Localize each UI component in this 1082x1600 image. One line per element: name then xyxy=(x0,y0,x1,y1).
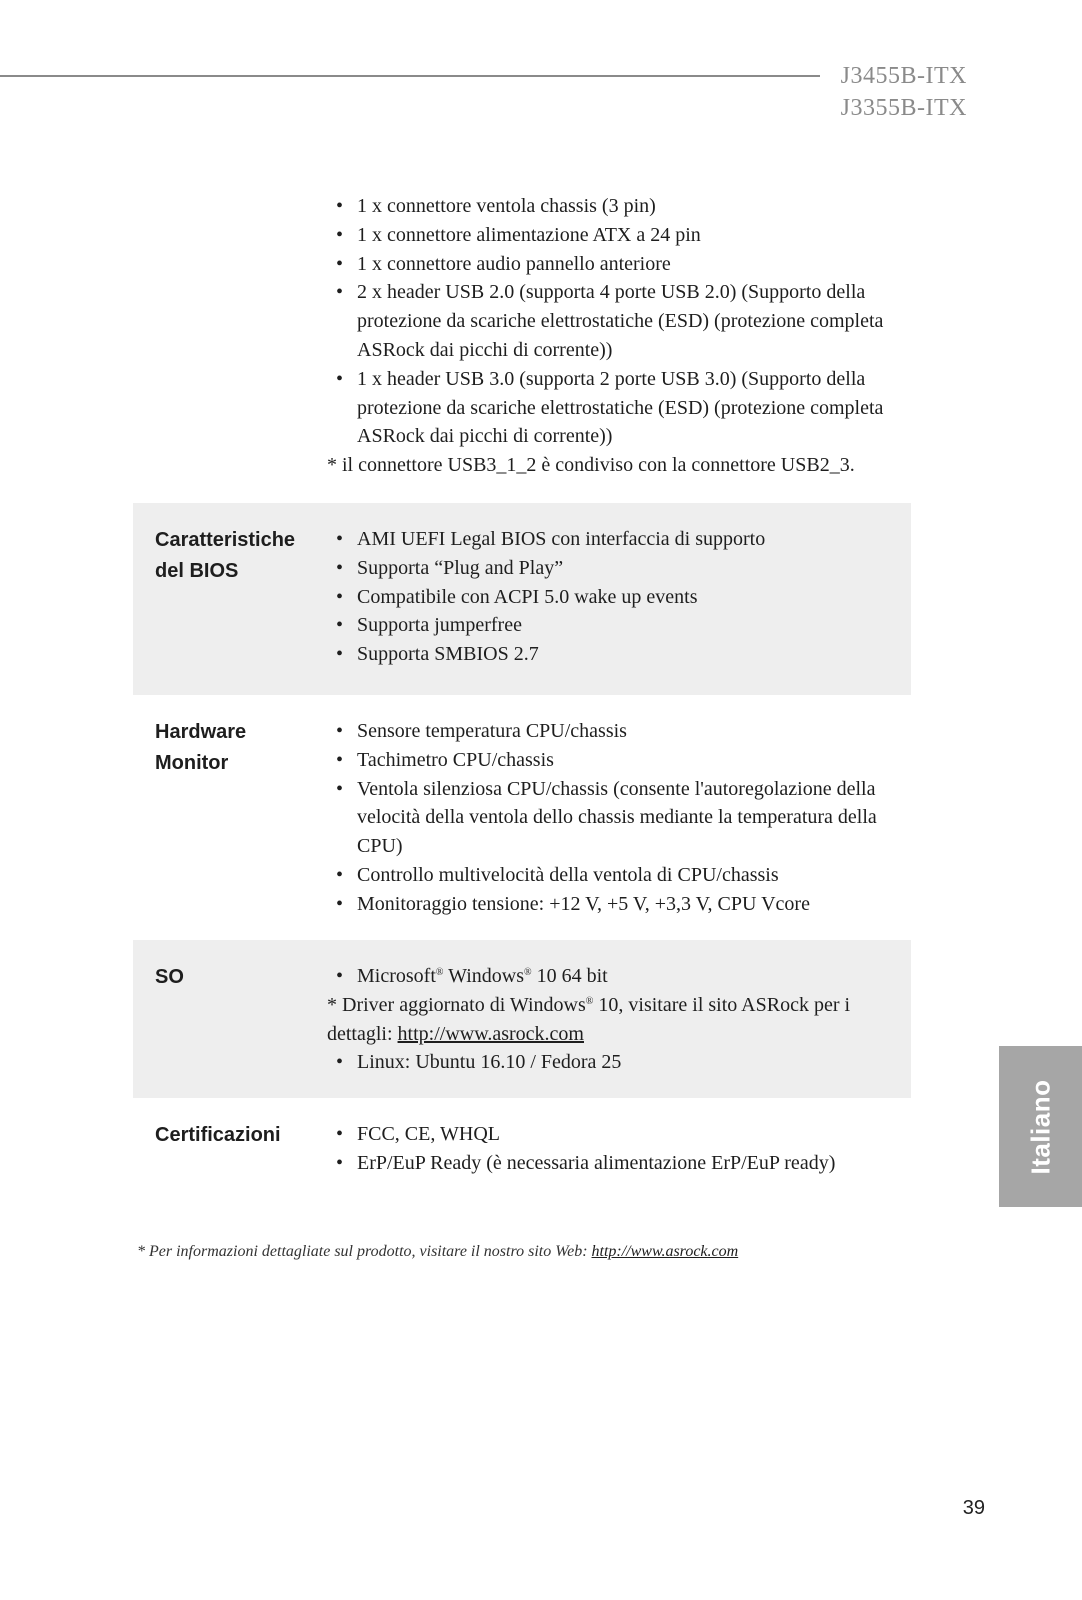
language-tab-label: Italiano xyxy=(1025,1078,1055,1175)
os-label: SO xyxy=(155,966,184,988)
list-item: • Linux: Ubuntu 16.10 / Fedora 25 xyxy=(327,1048,887,1077)
footnote xyxy=(137,1243,738,1261)
os-note-part2: 10, visitare il sito ASRock per i dettagli: xyxy=(327,993,851,1045)
os-item1-part3: 10 64 bit xyxy=(531,965,608,987)
list-item: • ErP/EuP Ready (è necessaria alimentazione ErP/EuP ready) xyxy=(327,1149,887,1178)
list-item: • 1 x header USB 3.0 (supporta 2 porte USB 3.0) (Supporto della protezione da scariche elettrostatiche (ESD) (protezione completa ASRock dai picchi di corrente)) xyxy=(327,365,887,451)
list-item: • Tachimetro CPU/chassis xyxy=(327,746,887,775)
os-section xyxy=(133,940,911,1098)
registered-mark: ® xyxy=(524,967,532,978)
list-item: • 1 x connettore alimentazione ATX a 24 pin xyxy=(327,221,887,250)
list-item: • Supporta SMBIOS 2.7 xyxy=(327,640,887,669)
model-names xyxy=(841,60,967,124)
list-item: • 1 x connettore ventola chassis (3 pin) xyxy=(327,192,887,221)
list-item: • Supporta jumperfree xyxy=(327,611,887,640)
model-name-1: J3455B-ITX xyxy=(840,63,967,89)
certifications-content xyxy=(327,1120,887,1178)
os-list xyxy=(327,962,887,991)
hardware-monitor-label-line1: Hardware xyxy=(155,721,247,743)
certifications-section xyxy=(133,1098,911,1208)
bios-list xyxy=(327,525,887,669)
header-rule xyxy=(0,75,820,77)
os-item1-part1: Microsoft xyxy=(357,965,436,987)
connectors-section xyxy=(133,192,911,482)
list-item xyxy=(327,962,887,991)
hardware-monitor-content xyxy=(327,717,887,919)
list-item: • Supporta “Plug and Play” xyxy=(327,554,887,583)
os-list-2 xyxy=(327,1048,887,1077)
connectors-note: * il connettore USB3_1_2 è condiviso con la connettore USB2_3. xyxy=(327,454,855,477)
connectors-list xyxy=(327,192,887,451)
hardware-monitor-list xyxy=(327,717,887,919)
footnote-text: * Per informazioni dettagliate sul prodotto, visitare il nostro sito Web: xyxy=(137,1243,592,1260)
connectors-content xyxy=(327,192,887,480)
list-item: • FCC, CE, WHQL xyxy=(327,1120,887,1149)
hardware-monitor-label xyxy=(155,717,246,779)
os-item1-part2: Windows xyxy=(443,965,524,987)
bios-section xyxy=(133,503,911,695)
page-number: 39 xyxy=(962,1497,985,1519)
bios-label xyxy=(155,525,295,587)
footnote-link[interactable]: http://www.asrock.com xyxy=(591,1243,739,1260)
registered-mark: ® xyxy=(435,967,444,978)
os-content xyxy=(327,962,887,1077)
list-item: • Sensore temperatura CPU/chassis xyxy=(327,717,887,746)
list-item: • Compatibile con ACPI 5.0 wake up events xyxy=(327,583,887,612)
bios-content xyxy=(327,525,887,669)
registered-mark: ® xyxy=(585,995,594,1007)
certifications-label: Certificazioni xyxy=(155,1124,281,1146)
list-item: • Monitoraggio tensione: +12 V, +5 V, +3,3 V, CPU Vcore xyxy=(327,890,887,919)
hardware-monitor-section xyxy=(133,695,911,940)
os-note-part1: * Driver aggiornato di Windows xyxy=(327,993,586,1016)
model-name-2: J3355B-ITX xyxy=(840,95,967,121)
asrock-link[interactable]: http://www.asrock.com xyxy=(397,1022,584,1045)
list-item: • 1 x connettore audio pannello anteriore xyxy=(327,250,887,279)
list-item: • 2 x header USB 2.0 (supporta 4 porte USB 2.0) (Supporto della protezione da scariche elettrostatiche (ESD) (protezione completa ASRock dai picchi di corrente)) xyxy=(327,278,887,364)
bios-label-line1: Caratteristiche xyxy=(155,529,296,551)
os-note xyxy=(327,991,887,1049)
list-item: • AMI UEFI Legal BIOS con interfaccia di supporto xyxy=(327,525,887,554)
hardware-monitor-label-line2: Monitor xyxy=(155,752,229,774)
bios-label-line2: del BIOS xyxy=(155,560,239,582)
list-item: • Ventola silenziosa CPU/chassis (consente l'autoregolazione della velocità della ventola dello chassis mediante la temperatura della CPU) xyxy=(327,775,887,861)
list-item: • Controllo multivelocità della ventola di CPU/chassis xyxy=(327,861,887,890)
certifications-list xyxy=(327,1120,887,1178)
language-tab xyxy=(999,1046,1082,1207)
